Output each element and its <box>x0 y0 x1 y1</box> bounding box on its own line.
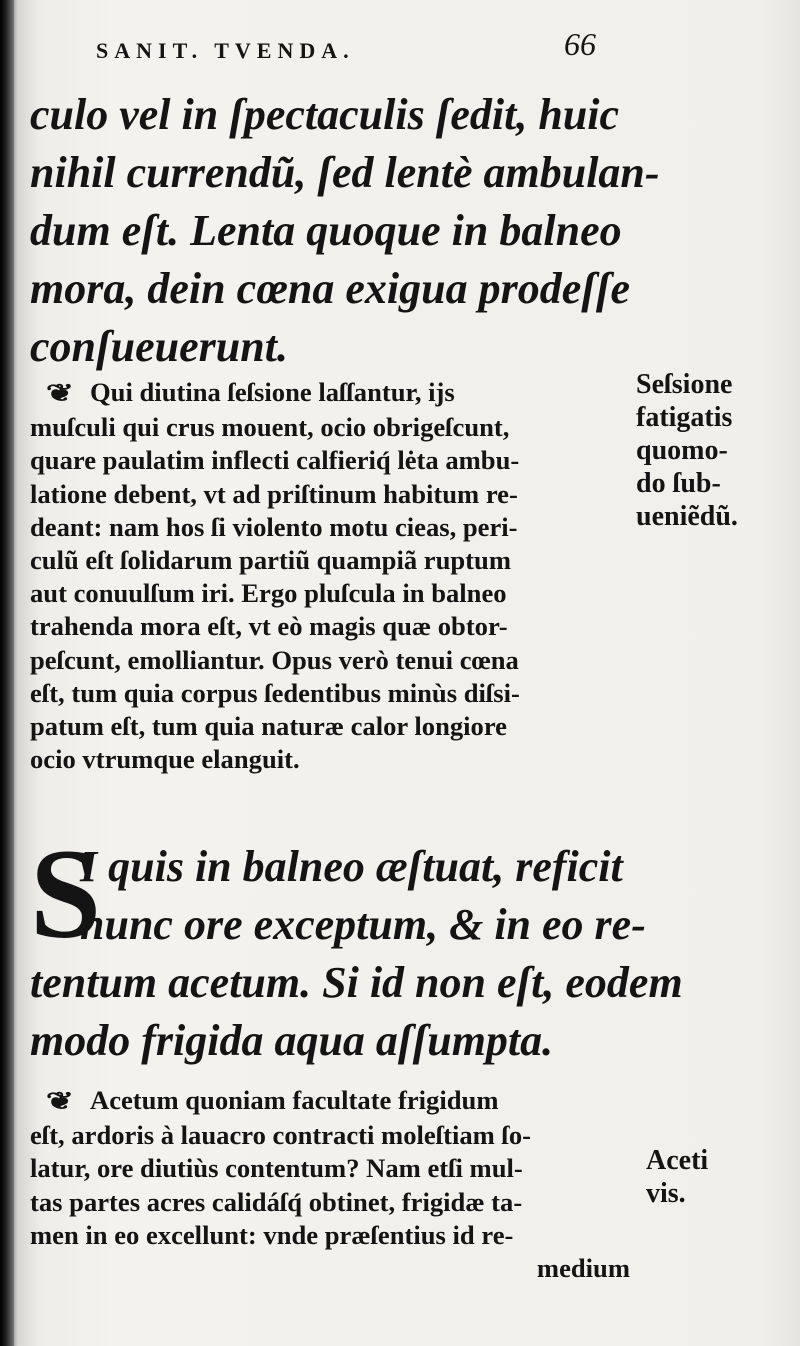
margin-line: quomo- <box>636 435 728 466</box>
running-head <box>96 26 616 66</box>
text-line: aut conuulſum iri. Ergo pluſcula in balneo <box>30 578 507 609</box>
text-line: ❦ Acetum quoniam facultate frigidum <box>30 1084 630 1119</box>
margin-line: do ſub- <box>636 468 721 499</box>
text-line: culũ eſt ſolidarum partiũ quampiã ruptum <box>30 545 511 576</box>
pilcrow-icon: ❦ <box>45 381 75 407</box>
text-line: conſueuerunt. <box>30 322 288 371</box>
main-text-italic <box>30 86 660 376</box>
text-line: muſculi qui crus mouent, ocio obrigeſcunt, <box>30 412 510 443</box>
commentary-paragraph-2 <box>30 1084 630 1285</box>
text-line: deant: nam hos ſi violento motu cieas, peri- <box>30 511 518 542</box>
catchword: medium <box>536 1253 630 1284</box>
pilcrow-icon: ❦ <box>45 1089 75 1115</box>
text-line: men in eo excellunt: vnde præſentius id re- <box>30 1219 514 1250</box>
marginal-note-2 <box>646 1144 800 1210</box>
text-line: quare paulatim inflecti calfieriq́ lėta ambu- <box>30 445 520 476</box>
running-head-title: SANIT. TVENDA. <box>96 38 355 63</box>
text-line: I quis in balneo æſtuat, reficit <box>80 842 623 891</box>
text-line: tentum acetum. Si id non eſt, eodem <box>30 958 683 1007</box>
margin-line: fatigatis <box>636 402 733 433</box>
margin-line: vis. <box>646 1178 686 1209</box>
page-number: 66 <box>564 26 596 62</box>
margin-line: Aceti <box>646 1145 709 1176</box>
dropcap-continuation <box>30 954 683 1070</box>
text-line: peſcunt, emolliantur. Opus verò tenui cœna <box>30 644 519 675</box>
text-line: latur, ore diutiùs contentum? Nam etſi mul- <box>30 1153 523 1184</box>
page-gutter-shadow <box>0 0 14 1346</box>
drop-cap-initial: S <box>30 823 102 965</box>
text-line: dum eſt. Lenta quoque in balneo <box>30 206 622 255</box>
text-line: latione debent, vt ad priſtinum habitum re- <box>30 478 518 509</box>
text-line: ocio vtrumque elanguit. <box>30 744 300 775</box>
text-line: tas partes acres calidáſq́ obtinet, frigidæ ta- <box>30 1186 523 1217</box>
text-line: eſt, ardoris à lauacro contracti moleſtiam ſo- <box>30 1120 531 1151</box>
margin-line: Seſsione <box>636 369 733 400</box>
text-line: mora, dein cœna exigua prodeſſe <box>30 264 631 313</box>
margin-line: ueniẽdũ. <box>636 501 738 532</box>
text-line: nihil currendũ, ſed lentè ambulan- <box>30 148 660 197</box>
commentary-paragraph-1 <box>30 376 630 776</box>
text-line: ❦ Qui diutina ſeſsione laſſantur, ijs <box>30 376 630 411</box>
text-line: trahenda mora eſt, vt eò magis quæ obtor- <box>30 611 508 642</box>
text-line: hunc ore exceptum, & in eo re- <box>80 900 646 949</box>
marginal-note-1 <box>636 368 796 533</box>
text-line: patum eſt, tum quia naturæ calor longiore <box>30 711 507 742</box>
text-line: culo vel in ſpectaculis ſedit, huic <box>30 90 620 139</box>
text-line: modo frigida aqua aſſumpta. <box>30 1016 554 1065</box>
text-line: eſt, tum quia corpus ſedentibus minùs diſsi- <box>30 677 520 708</box>
dropcap-lines <box>80 838 646 954</box>
